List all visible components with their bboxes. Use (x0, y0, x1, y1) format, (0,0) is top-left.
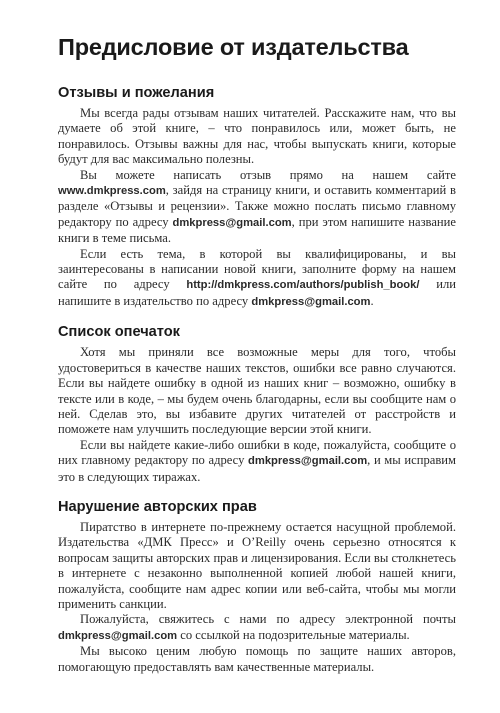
paragraph-text: Вы можете написать отзыв прямо на нашем сайте (80, 167, 456, 182)
paragraph (58, 345, 456, 437)
email-address: dmkpress@gmail.com (251, 295, 371, 308)
sections-container (58, 85, 456, 675)
paragraph (58, 106, 456, 168)
section (58, 324, 456, 485)
paragraph (58, 612, 456, 644)
paragraph-text: Мы всегда рады отзывам наших читателей. Расскажите нам, что вы думаете об этой книге, – что понравилось или, может быть, не понравилось. Отзывы важны для нас, чтобы выпускать книги, которые будут для вас максимально полезны. (58, 106, 456, 167)
paragraph-text: Если вы найдете какие-либо ошибки в коде, пожалуйста, сообщите о них главному редактору по адресу (58, 437, 456, 468)
section-heading: Отзывы и пожелания (58, 85, 215, 101)
section (58, 85, 456, 310)
website-url: http://dmkpress.com/authors/publish_book/ (186, 279, 420, 292)
section (58, 499, 456, 675)
paragraph (58, 438, 456, 485)
paragraph (58, 168, 456, 247)
paragraph (58, 247, 456, 311)
section-heading: Нарушение авторских прав (58, 498, 257, 515)
paragraph-text: Если есть тема, в которой вы квалифицированы, и вы заинтересованы в написании новой книги, заполните форму на нашем сайте по адресу (58, 246, 456, 292)
paragraph-text: , зайдя на страницу книги, и оставить комментарий в разделе «Отзывы и рецензии». Также можно послать письмо главному редактору по адресу (58, 183, 456, 229)
paragraph-text: , и мы исправим это в следующих тиражах. (58, 453, 456, 484)
paragraph-text: Пожалуйста, свяжитесь с нами по адресу электронной почты (80, 612, 456, 627)
paragraph-text: Хотя мы приняли все возможные меры для того, чтобы удостовериться в качестве наших текстов, ошибки все равно случаются. Если вы найдете ошибку в одной из наших книг – возможно, ошибку в тексте или в коде, – мы будем очень благодарны, если вы сообщите нам о ней. Сделав это, вы избавите других читателей от расстройств и поможете нам улучшить последующие версии этой книги. (58, 345, 456, 437)
email-address: dmkpress@gmail.com (172, 216, 292, 229)
page-title: Предисловие от издательства (58, 34, 409, 60)
paragraph-text: Мы высоко ценим любую помощь по защите наших авторов, помогающую предоставлять вам качественные материалы. (58, 644, 456, 674)
paragraph-text: Пиратство в интернете по-прежнему остается насущной проблемой. Издательства «ДМК Пресс» и O’Reilly очень серьезно относятся к вопросам защиты авторских прав и лицензирования. Если вы столкнетесь в интернете с незаконно выполненной копией любой нашей книги, пожалуйста, сообщите нам адрес копии или веб-сайта, чтобы мы могли применить санкции. (58, 519, 456, 611)
email-address: dmkpress@gmail.com (248, 455, 368, 468)
paragraph-text: , при этом напишите название книги в теме письма. (58, 214, 456, 246)
email-address: dmkpress@gmail.com (58, 629, 178, 642)
website-url: www.dmkpress.com (58, 185, 166, 198)
section-heading: Список опечаток (58, 324, 180, 341)
paragraph-text: или напишите в издательство по адресу (58, 277, 456, 308)
paragraph (58, 520, 456, 612)
paragraph-text: . (370, 293, 374, 308)
paragraph-text: со ссылкой на подозрительные материалы. (177, 627, 410, 642)
paragraph (58, 644, 456, 675)
